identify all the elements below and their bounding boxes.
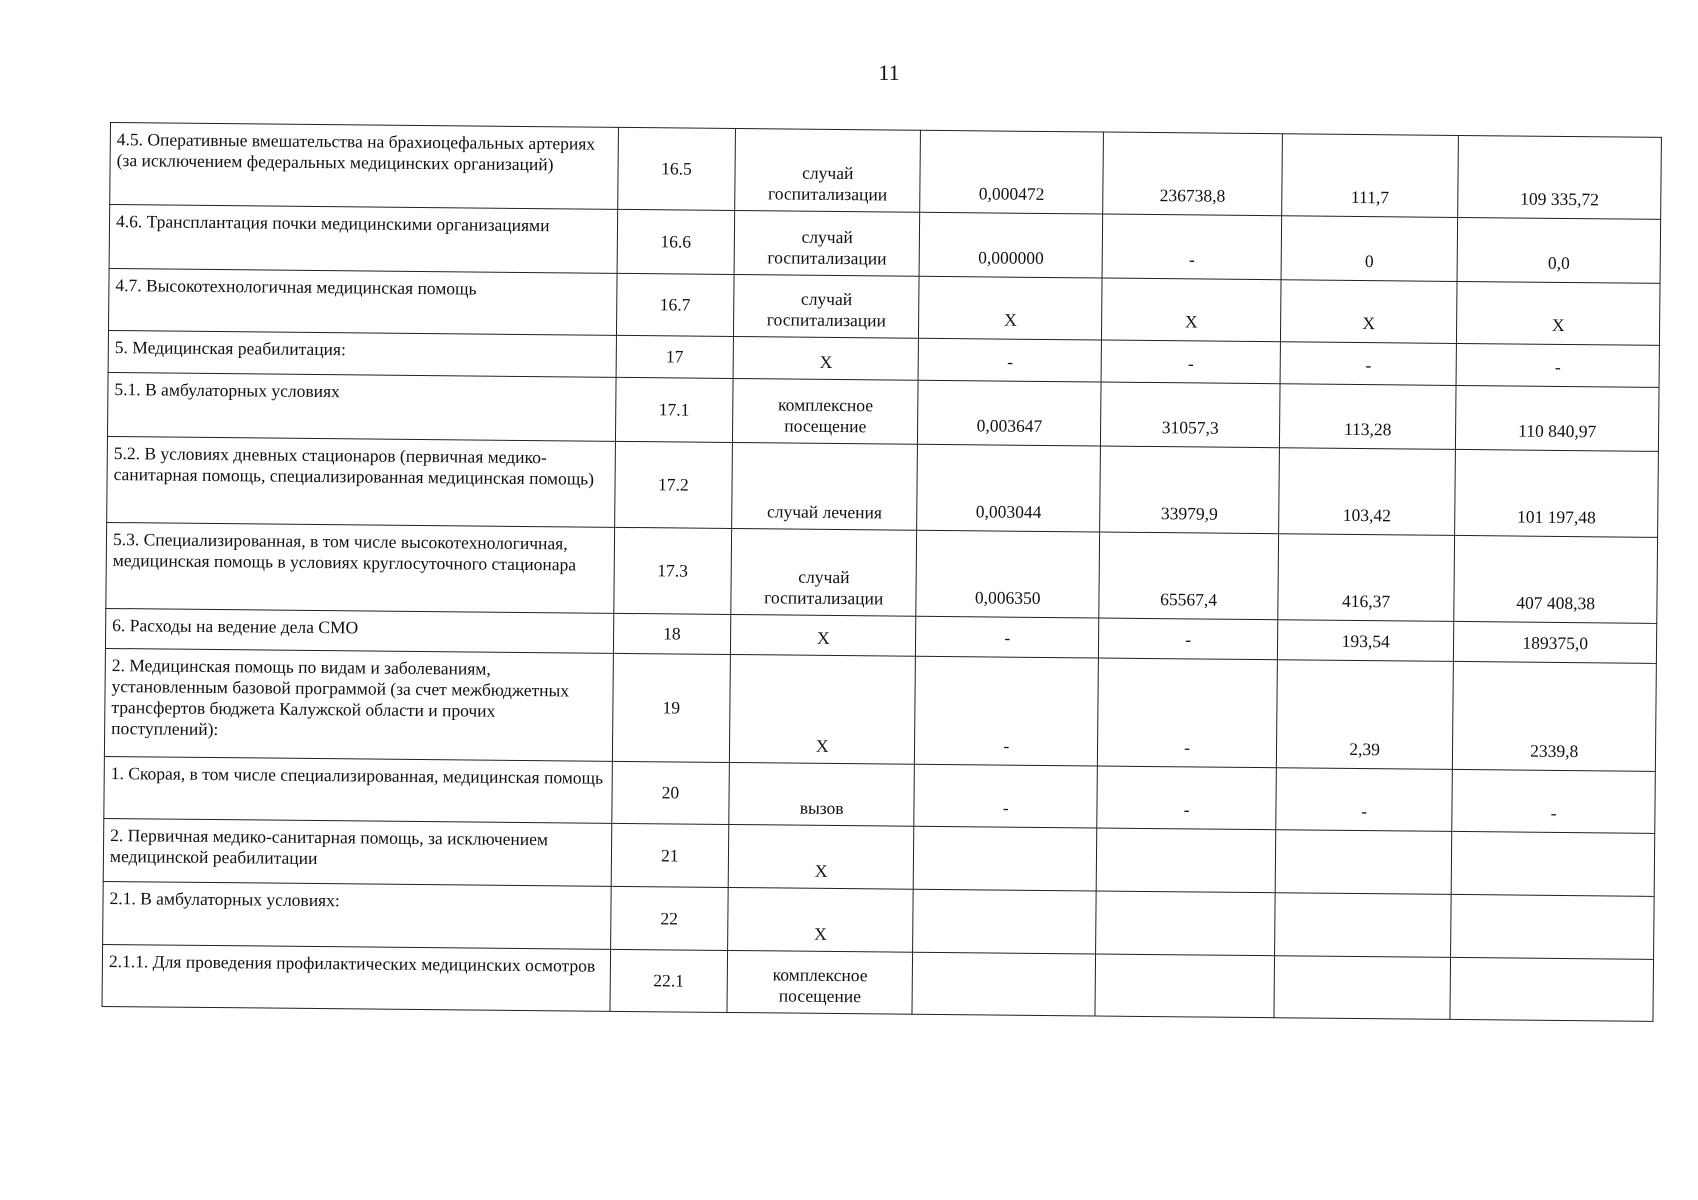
row-value-2-cell: - xyxy=(1098,658,1278,768)
row-value-4-cell xyxy=(1451,894,1654,959)
row-value-4-cell: 189375,0 xyxy=(1454,621,1657,663)
row-name-cell: 4.6. Трансплантация почки медицинскими организациями xyxy=(109,205,617,274)
row-value-2-cell xyxy=(1096,828,1275,893)
row-value-4-cell xyxy=(1450,957,1653,1021)
row-value-4-cell: - xyxy=(1452,769,1655,833)
row-unit-cell: случай госпитализации xyxy=(735,129,921,213)
row-value-3-cell: 193,54 xyxy=(1277,620,1454,662)
row-value-3-cell: 111,7 xyxy=(1282,134,1459,218)
row-value-1-cell xyxy=(912,952,1096,1016)
row-number-cell: 16.5 xyxy=(617,127,735,210)
row-value-4-cell: 101 197,48 xyxy=(1455,449,1658,537)
row-unit-cell: случай госпитализации xyxy=(731,528,917,616)
row-name-cell: 5. Медицинская реабилитация: xyxy=(108,330,616,377)
row-number-cell: 20 xyxy=(611,761,729,824)
row-value-1-cell: 0,003044 xyxy=(917,444,1101,532)
row-number-cell: 17 xyxy=(616,335,734,378)
row-number-cell: 19 xyxy=(612,653,731,762)
row-value-4-cell xyxy=(1452,831,1655,896)
row-value-3-cell: 113,28 xyxy=(1279,384,1456,450)
row-value-4-cell: 110 840,97 xyxy=(1456,385,1659,451)
row-value-2-cell: - xyxy=(1099,618,1278,660)
row-number-cell: 16.6 xyxy=(617,209,735,274)
row-value-1-cell: - xyxy=(918,338,1101,382)
row-value-2-cell xyxy=(1095,954,1274,1018)
row-name-cell: 4.5. Оперативные вмешательства на брахиоцефальных артериях (за исключением федеральных медицинских организаций) xyxy=(110,123,618,210)
row-value-1-cell: - xyxy=(915,656,1099,766)
row-value-2-cell: - xyxy=(1102,214,1281,280)
row-number-cell: 22.1 xyxy=(610,949,728,1012)
table-row xyxy=(104,648,1656,771)
row-value-1-cell: 0,006350 xyxy=(916,530,1100,618)
row-number-cell: 17.1 xyxy=(615,377,733,442)
row-value-1-cell: - xyxy=(914,764,1098,828)
row-value-3-cell: 103,42 xyxy=(1279,448,1456,536)
row-value-3-cell: - xyxy=(1276,768,1453,832)
row-value-1-cell: 0,000472 xyxy=(920,130,1104,214)
row-value-3-cell: - xyxy=(1280,342,1457,386)
row-name-cell: 5.3. Специализированная, в том числе высокотехнологичная, медицинская помощь в условиях круглосуточного стационара xyxy=(106,522,614,613)
row-unit-cell: вызов xyxy=(729,762,915,826)
row-value-3-cell: 2,39 xyxy=(1276,660,1453,770)
row-name-cell: 4.7. Высокотехнологичная медицинская помощь xyxy=(108,268,616,335)
row-name-cell: 6. Расходы на ведение дела СМО xyxy=(105,608,613,653)
row-value-2-cell: 33979,9 xyxy=(1100,446,1279,534)
row-unit-cell: случай госпитализации xyxy=(734,274,920,338)
row-name-cell: 2. Медицинская помощь по видам и заболеваниям, установленным базовой программой (за счет межбюджетных трансфертов бюджета Калужской области и прочих поступлений): xyxy=(104,648,613,761)
row-name-cell: 2. Первичная медико-санитарная помощь, за исключением медицинской реабилитации xyxy=(103,818,611,886)
row-value-2-cell: 65567,4 xyxy=(1099,532,1278,620)
row-name-cell: 2.1. В амбулаторных условиях: xyxy=(103,881,611,949)
row-value-1-cell: 0,003647 xyxy=(918,380,1102,446)
row-unit-cell: Х xyxy=(733,336,919,380)
row-unit-cell: Х xyxy=(728,887,914,952)
row-number-cell: 18 xyxy=(613,613,731,654)
row-value-3-cell: Х xyxy=(1280,280,1457,344)
row-unit-cell: Х xyxy=(730,654,916,764)
table-row xyxy=(106,522,1658,623)
row-value-4-cell: 0,0 xyxy=(1457,217,1660,283)
row-value-2-cell: Х xyxy=(1102,278,1281,342)
row-name-cell: 1. Скорая, в том числе специализированная, медицинская помощь xyxy=(104,756,612,823)
row-unit-cell: комплексное посещение xyxy=(727,950,913,1014)
row-number-cell: 17.3 xyxy=(613,527,731,614)
table-row xyxy=(107,436,1659,537)
page-number: 11 xyxy=(878,60,900,85)
row-value-2-cell xyxy=(1096,891,1275,956)
row-name-cell: 5.2. В условиях дневных стационаров (первичная медико-санитарная помощь, специализированная медицинская помощь) xyxy=(107,436,615,527)
row-unit-cell: случай госпитализации xyxy=(734,211,920,277)
row-value-2-cell: 236738,8 xyxy=(1103,132,1282,216)
row-number-cell: 16.7 xyxy=(616,273,734,336)
table-row xyxy=(110,123,1662,220)
row-value-4-cell: - xyxy=(1456,343,1659,387)
row-name-cell: 5.1. В амбулаторных условиях xyxy=(107,372,615,441)
row-value-2-cell: - xyxy=(1101,340,1280,384)
row-value-3-cell: 0 xyxy=(1281,216,1458,282)
row-value-3-cell xyxy=(1274,893,1451,958)
row-value-4-cell: Х xyxy=(1457,281,1660,345)
row-value-2-cell: 31057,3 xyxy=(1101,382,1280,448)
row-value-1-cell: 0,000000 xyxy=(919,212,1103,278)
row-value-3-cell xyxy=(1274,956,1451,1020)
row-value-1-cell: Х xyxy=(919,276,1103,340)
row-unit-cell: Х xyxy=(728,824,914,889)
data-table xyxy=(102,122,1662,1022)
row-unit-cell: случай лечения xyxy=(732,442,918,530)
row-unit-cell: Х xyxy=(731,614,917,656)
row-value-1-cell xyxy=(913,889,1097,954)
row-name-cell: 2.1.1. Для проведения профилактических медицинских осмотров xyxy=(102,944,610,1011)
row-unit-cell: комплексное посещение xyxy=(733,378,919,444)
row-value-4-cell: 109 335,72 xyxy=(1458,135,1661,219)
row-value-2-cell: - xyxy=(1097,766,1276,830)
row-value-4-cell: 407 408,38 xyxy=(1454,535,1657,623)
row-value-3-cell: 416,37 xyxy=(1278,534,1455,622)
row-number-cell: 21 xyxy=(611,823,729,887)
row-value-4-cell: 2339,8 xyxy=(1453,661,1657,771)
row-value-3-cell xyxy=(1275,830,1452,895)
row-number-cell: 22 xyxy=(610,886,728,950)
row-number-cell: 17.2 xyxy=(614,441,732,528)
row-value-1-cell: - xyxy=(916,616,1099,658)
row-value-1-cell xyxy=(914,826,1098,891)
